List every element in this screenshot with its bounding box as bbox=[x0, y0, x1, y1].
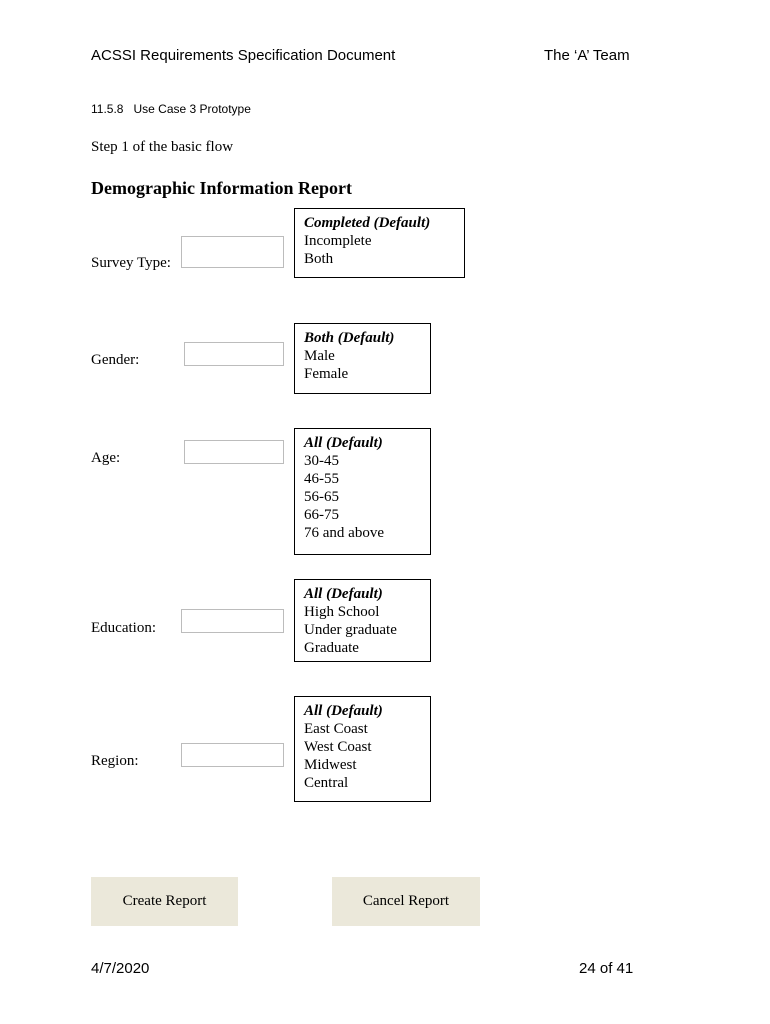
section-number: 11.5.8 bbox=[91, 102, 124, 116]
survey-type-input[interactable] bbox=[181, 236, 284, 268]
age-default-option[interactable]: All (Default) bbox=[304, 435, 383, 451]
survey-type-default-option[interactable]: Completed (Default) bbox=[304, 215, 431, 231]
header-team-name: The ‘A’ Team bbox=[544, 47, 630, 64]
region-option[interactable]: West Coast bbox=[304, 739, 372, 755]
education-option[interactable]: Graduate bbox=[304, 640, 359, 656]
region-option[interactable]: Midwest bbox=[304, 757, 357, 773]
education-label: Education: bbox=[91, 620, 156, 636]
gender-options[interactable] bbox=[294, 323, 431, 394]
survey-type-label: Survey Type: bbox=[91, 255, 171, 271]
gender-option[interactable]: Male bbox=[304, 348, 335, 364]
age-option[interactable]: 46-55 bbox=[304, 471, 339, 487]
gender-input[interactable] bbox=[184, 342, 284, 366]
region-option[interactable]: East Coast bbox=[304, 721, 368, 737]
report-title: Demographic Information Report bbox=[91, 178, 352, 198]
age-option[interactable]: 56-65 bbox=[304, 489, 339, 505]
footer-date: 4/7/2020 bbox=[91, 960, 150, 977]
region-option[interactable]: Central bbox=[304, 775, 349, 791]
age-option[interactable]: 76 and above bbox=[304, 525, 384, 541]
education-default-option[interactable]: All (Default) bbox=[304, 586, 383, 602]
age-option[interactable]: 66-75 bbox=[304, 507, 339, 523]
region-input[interactable] bbox=[181, 743, 284, 767]
survey-type-option[interactable]: Both bbox=[304, 251, 334, 267]
age-option[interactable]: 30-45 bbox=[304, 453, 339, 469]
age-label: Age: bbox=[91, 450, 121, 466]
footer-page-number: 24 of 41 bbox=[579, 960, 634, 977]
create-report-button[interactable]: Create Report bbox=[91, 877, 238, 926]
region-default-option[interactable]: All (Default) bbox=[304, 703, 383, 719]
cancel-report-button[interactable]: Cancel Report bbox=[332, 877, 480, 926]
education-option[interactable]: High School bbox=[304, 604, 380, 620]
survey-type-options[interactable] bbox=[294, 208, 465, 278]
region-options[interactable] bbox=[294, 696, 431, 802]
age-options[interactable] bbox=[294, 428, 431, 555]
education-input[interactable] bbox=[181, 609, 284, 633]
age-input[interactable] bbox=[184, 440, 284, 464]
gender-default-option[interactable]: Both (Default) bbox=[304, 330, 395, 346]
section-heading bbox=[91, 102, 251, 116]
header-document-title: ACSSI Requirements Specification Document bbox=[91, 47, 396, 64]
intro-text: Step 1 of the basic flow bbox=[91, 139, 234, 155]
gender-label: Gender: bbox=[91, 352, 140, 368]
education-option[interactable]: Under graduate bbox=[304, 622, 397, 638]
region-label: Region: bbox=[91, 753, 139, 769]
survey-type-option[interactable]: Incomplete bbox=[304, 233, 372, 249]
section-title: Use Case 3 Prototype bbox=[133, 102, 251, 116]
gender-option[interactable]: Female bbox=[304, 366, 349, 382]
education-options[interactable] bbox=[294, 579, 431, 662]
